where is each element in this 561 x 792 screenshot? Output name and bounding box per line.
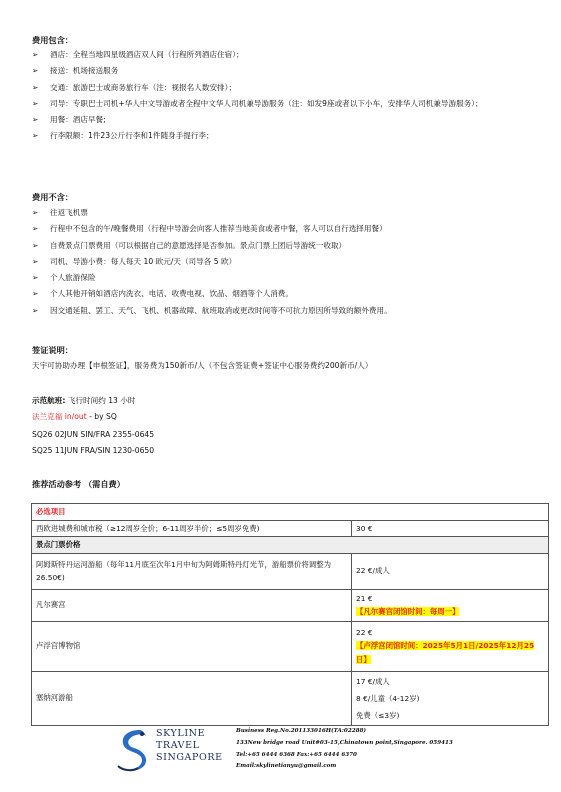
arrow-bullet-icon: ➢ — [32, 224, 39, 234]
activities-heading: 推荐活动参考 （需自费） — [32, 479, 125, 489]
business-reg: Business Reg.No.201133016H(TA:02288) — [236, 728, 367, 734]
flight-route — [32, 411, 117, 422]
seine-infant-price: 免费（≤3岁) — [356, 710, 400, 720]
seine-adult-price: 17 €/成人 — [356, 676, 390, 686]
arrow-bullet-icon: ➢ — [32, 50, 39, 59]
arrow-bullet-icon: ➢ — [32, 82, 39, 92]
skyline-logo-icon — [112, 726, 152, 774]
flight-route-city: 法兰克福 in/out — [32, 412, 87, 421]
list-item: ➢ 交通：旅游巴士或商务旅行车（注：视报名人数安排）； — [32, 80, 542, 96]
seine-cruise-cell — [352, 671, 549, 725]
louvre-name: 卢浮宫博物馆 — [32, 621, 352, 671]
versailles-cell — [352, 589, 549, 621]
logo-wordmark: SKYLINE TRAVEL SINGAPORE — [156, 728, 223, 763]
excluded-heading: 费用不含： — [32, 192, 73, 202]
list-item: ➢ 往返飞机票 — [32, 205, 542, 221]
table-row — [32, 537, 549, 554]
arrow-bullet-icon: ➢ — [32, 131, 39, 141]
versailles-closing-note: 【凡尔赛宫闭馆时间：每周一】 — [356, 607, 460, 616]
louvre-price: 22 € — [356, 627, 373, 637]
business-info — [236, 726, 453, 773]
flight-route-airline: - by SQ — [86, 412, 117, 421]
business-phone: Tel:+65 6444 6368 Fax:+65 6444 6370 — [236, 751, 357, 758]
flight-duration: 飞行时间约 13 小时 — [65, 396, 136, 405]
table-row — [32, 504, 549, 521]
list-item: ➢ 行程中不包含的午/晚餐费用（行程中导游会向客人推荐当地美食或者中餐，客人可以自行选择用餐） — [32, 221, 542, 237]
table-row — [32, 621, 549, 671]
included-list — [32, 47, 542, 145]
business-address: 133New bridge road Unit#03-15,Chinatown point,Singapore. 059413 — [236, 739, 453, 746]
arrow-bullet-icon: ➢ — [32, 208, 39, 217]
arrow-bullet-icon: ➢ — [32, 273, 39, 283]
list-item: ➢ 司机、导游小费：每人每天 10 欧元/天（司导各 5 欧） — [32, 254, 542, 270]
table-row — [32, 553, 549, 589]
table-row — [32, 589, 549, 621]
arrow-bullet-icon: ➢ — [32, 66, 39, 76]
list-item: ➢ 个人旅游保险 — [32, 270, 542, 286]
required-item-price: 30 € — [352, 520, 549, 537]
activities-table — [31, 503, 549, 726]
canal-cruise-name: 阿姆斯特丹运河游船（每年11月底至次年1月中旬为阿姆斯特丹灯光节，游船票价将调整为26.50€) — [32, 553, 352, 589]
arrow-bullet-icon: ➢ — [32, 115, 39, 125]
arrow-bullet-icon: ➢ — [32, 256, 39, 266]
flight-heading: 示范航班: — [32, 396, 66, 405]
list-item: ➢ 酒店：全程当地四星级酒店双人间（行程所列酒店住宿）； — [32, 47, 542, 63]
flight-leg-outbound: SQ26 02JUN SIN/FRA 2355-0645 — [32, 430, 155, 439]
list-item: ➢ 司导：专职巴士司机+华人中文导游或者全程中文华人司机兼导游服务（注：如发9座或者以下小车，安排华人司机兼导游服务）； — [32, 96, 542, 112]
seine-child-price: 8 €/儿童（4-12岁) — [356, 693, 420, 703]
visa-heading: 签证说明： — [32, 345, 73, 355]
excluded-list — [32, 205, 542, 319]
list-item: ➢ 个人其他开销如酒店内洗衣、电话、收费电视、饮品、烟酒等个人消费。 — [32, 286, 542, 302]
arrow-bullet-icon: ➢ — [32, 240, 39, 250]
flight-summary — [32, 395, 135, 406]
seine-cruise-name: 塞纳河游船 — [32, 671, 352, 725]
flight-leg-return: SQ25 11JUN FRA/SIN 1230-0650 — [32, 446, 155, 455]
included-heading: 费用包含： — [32, 35, 73, 45]
list-item: ➢ 因交通延阻、罢工、天气、飞机、机器故障、航班取消或更改时间等不可抗力原因所导致的额外费用。 — [32, 303, 542, 319]
section-required: 必选项目 — [32, 504, 549, 521]
list-item: ➢ 用餐：酒店早餐; — [32, 112, 542, 128]
list-item: ➢ 接送：机场接送服务 — [32, 63, 542, 79]
required-item-name: 西欧进城费和城市税（≥12周岁全价；6-11周岁半价；≤5周岁免费) — [32, 520, 352, 537]
list-item: ➢ 行李限额：1件23公斤行李和1件随身手提行李； — [32, 128, 542, 144]
louvre-cell — [352, 621, 549, 671]
louvre-closing-note: 【卢浮宫闭馆时间：2025年5月1日/2025年12月25日】 — [356, 641, 535, 664]
canal-cruise-price: 22 €/成人 — [352, 553, 549, 589]
list-item: ➢ 自费景点门票费用（可以根据自己的意愿选择是否参加。景点门票上团后导游统一收取） — [32, 238, 542, 254]
section-tickets: 景点门票价格 — [32, 537, 549, 554]
visa-text: 天宇可协助办理【申根签证】，服务费为150新币/人（不包含签证费+签证中心服务费约200新币/人） — [32, 361, 373, 370]
arrow-bullet-icon: ➢ — [32, 289, 39, 299]
company-footer — [110, 724, 530, 784]
versailles-name: 凡尔赛宫 — [32, 589, 352, 621]
arrow-bullet-icon: ➢ — [32, 305, 39, 315]
table-row — [32, 671, 549, 725]
arrow-bullet-icon: ➢ — [32, 98, 39, 108]
business-email: Email:skylinetianyu@gmail.com — [236, 763, 337, 770]
versailles-price: 21 € — [356, 593, 373, 603]
table-row — [32, 520, 549, 537]
